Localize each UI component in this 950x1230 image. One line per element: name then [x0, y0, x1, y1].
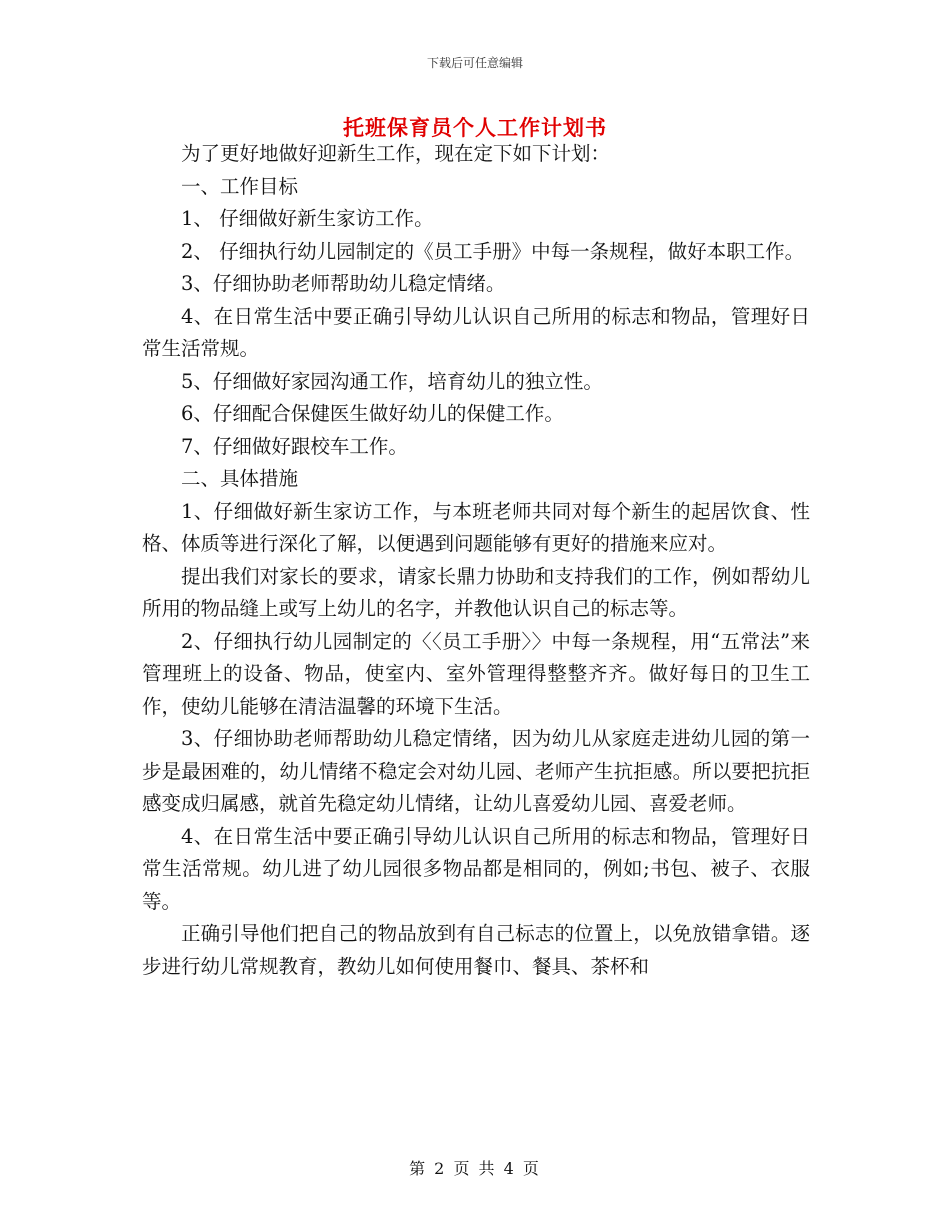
measure-paragraph-1b: 提出我们对家长的要求，请家长鼎力协助和支持我们的工作，例如帮幼儿所用的物品缝上或写上幼儿的名字，并教他认识自己的标志等。	[142, 564, 810, 620]
document-body	[142, 138, 810, 983]
measure-paragraph-4b: 正确引导他们把自己的物品放到有自己标志的位置上，以免放错拿错。逐步进行幼儿常规教育，教幼儿如何使用餐巾、餐具、茶杯和	[142, 922, 810, 978]
measure-paragraph-4: 4、在日常生活中要正确引导幼儿认识自己所用的标志和物品，管理好日常生活常规。幼儿进了幼儿园很多物品都是相同的，例如;书包、被子、衣服等。	[142, 824, 810, 913]
section-heading-goals: 一、工作目标	[181, 174, 299, 198]
goal-item-6: 6、仔细配合保健医生做好幼儿的保健工作。	[181, 402, 564, 425]
section-heading-measures: 二、具体措施	[181, 467, 299, 490]
goal-item-2: 2、 仔细执行幼儿园制定的《员工手册》中每一条规程，做好本职工作。	[181, 239, 805, 263]
paragraph-intro: 为了更好地做好迎新生工作，现在定下如下计划：	[181, 142, 611, 165]
header-note: 下载后可任意编辑	[426, 56, 523, 70]
goal-item-3: 3、仔细协助老师帮助幼儿稳定情绪。	[181, 272, 506, 295]
goal-item-4: 4、在日常生活中要正确引导幼儿认识自己所用的标志和物品，管理好日常生活常规。	[142, 304, 810, 360]
measure-paragraph-2: 2、仔细执行幼儿园制定的〈〈员工手册〉〉中每一条规程，用“五常法”来管理班上的设备、物品，使室内、室外管理得整整齐齐。做好每日的卫生工作，使幼儿能够在清洁温馨的环境下生活。	[142, 629, 810, 718]
document-title: 托班保育员个人工作计划书	[343, 116, 607, 140]
measure-paragraph-1: 1、仔细做好新生家访工作，与本班老师共同对每个新生的起居饮食、性格、体质等进行深化了解，以便遇到问题能够有更好的措施来应对。	[142, 499, 810, 555]
goal-item-7: 7、仔细做好跟校车工作。	[181, 434, 408, 458]
goal-item-1: 1、 仔细做好新生家访工作。	[181, 207, 434, 230]
page-number: 第 2 页 共 4 页	[409, 1159, 541, 1178]
goal-item-5: 5、仔细做好家园沟通工作，培育幼儿的独立性。	[181, 369, 603, 393]
measure-paragraph-3: 3、仔细协助老师帮助幼儿稳定情绪，因为幼儿从家庭走进幼儿园的第一步是最困难的，幼儿情绪不稳定会对幼儿园、老师产生抗拒感。所以要把抗拒感变成归属感，就首先稳定幼儿情绪，让幼儿喜爱幼儿园、喜爱老师。	[142, 727, 810, 815]
